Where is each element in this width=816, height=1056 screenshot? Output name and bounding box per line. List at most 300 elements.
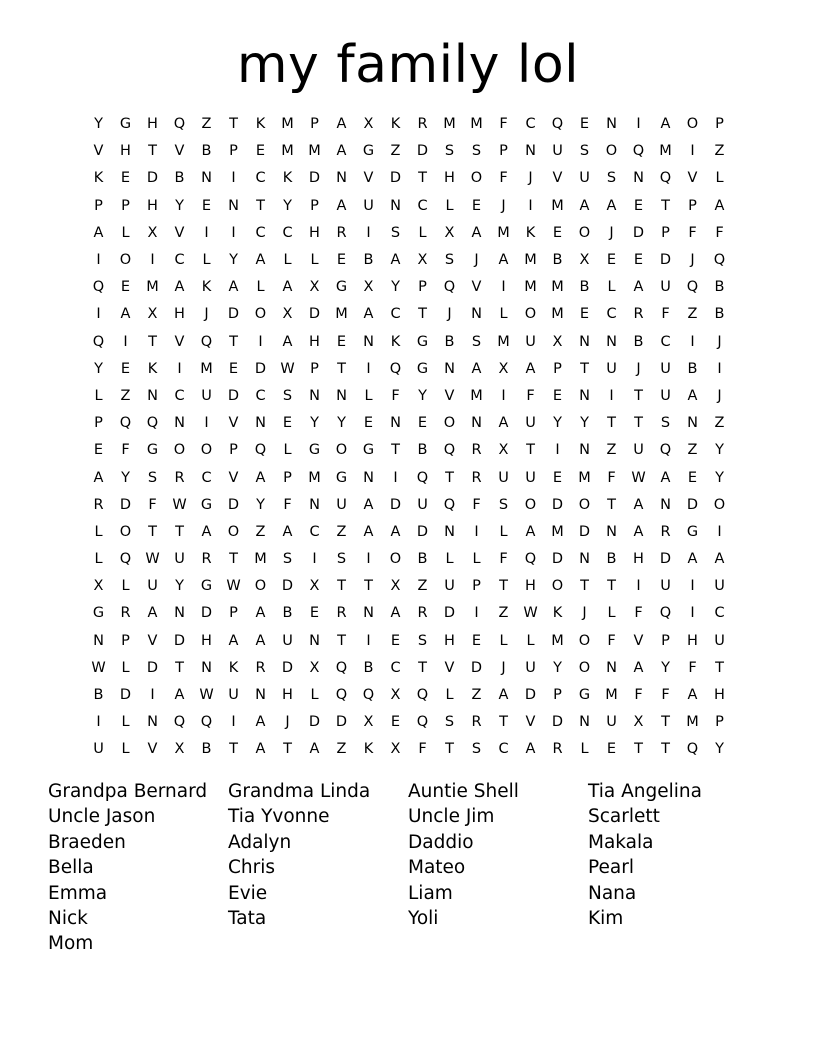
grid-letter: W: [226, 578, 241, 595]
grid-letter: S: [471, 333, 482, 350]
grid-letter: A: [687, 551, 698, 568]
grid-letter: S: [579, 143, 590, 160]
grid-letter: T: [337, 632, 346, 649]
grid-letter: A: [633, 659, 644, 676]
grid-letter: S: [471, 741, 482, 758]
grid-letter: N: [687, 415, 698, 432]
grid-letter: K: [228, 659, 239, 676]
grid-letter: T: [499, 578, 508, 595]
grid-letter: Y: [94, 360, 103, 377]
grid-letter: A: [282, 279, 293, 296]
grid-letter: Q: [173, 116, 186, 133]
grid-letter: D: [551, 551, 564, 568]
grid-letter: C: [606, 306, 617, 323]
grid-letter: N: [660, 496, 671, 513]
grid-letter: Q: [443, 279, 456, 296]
grid-letter: D: [389, 170, 402, 187]
grid-letter: D: [632, 224, 645, 241]
grid-letter: B: [552, 252, 563, 269]
grid-letter: I: [204, 224, 209, 241]
grid-letter: Q: [146, 415, 159, 432]
grid-letter: N: [606, 523, 617, 540]
grid-letter: X: [147, 306, 158, 323]
grid-letter: A: [228, 632, 239, 649]
grid-letter: T: [445, 469, 454, 486]
grid-letter: V: [687, 170, 698, 187]
grid-row: [85, 464, 733, 491]
grid-letter: A: [687, 387, 698, 404]
grid-letter: A: [363, 496, 374, 513]
grid-letter: B: [363, 659, 374, 676]
grid-letter: T: [445, 741, 454, 758]
grid-letter: F: [148, 496, 157, 513]
grid-letter: U: [714, 578, 725, 595]
grid-letter: C: [417, 197, 428, 214]
grid-letter: Y: [175, 578, 184, 595]
grid-letter: Y: [715, 469, 724, 486]
word-list-item: Mom: [48, 933, 94, 955]
grid-letter: T: [418, 170, 427, 187]
grid-letter: M: [254, 551, 267, 568]
grid-letter: U: [525, 659, 536, 676]
grid-letter: R: [471, 714, 482, 731]
grid-letter: A: [255, 469, 266, 486]
grid-letter: R: [660, 523, 671, 540]
grid-letter: Z: [390, 143, 401, 160]
grid-letter: Y: [256, 496, 265, 513]
grid-letter: Q: [119, 551, 132, 568]
grid-letter: X: [309, 279, 320, 296]
grid-letter: Q: [443, 496, 456, 513]
grid-letter: K: [201, 279, 212, 296]
grid-letter: N: [579, 333, 590, 350]
grid-letter: Q: [416, 469, 429, 486]
grid-letter: L: [256, 279, 265, 296]
grid-letter: A: [336, 197, 347, 214]
grid-letter: R: [93, 496, 104, 513]
grid-letter: H: [201, 632, 212, 649]
word-list-item: Braeden: [48, 831, 126, 853]
grid-letter: Q: [92, 279, 105, 296]
grid-letter: D: [308, 306, 321, 323]
grid-letter: S: [336, 551, 347, 568]
grid-letter: G: [146, 442, 159, 459]
grid-letter: A: [471, 360, 482, 377]
grid-letter: C: [309, 523, 320, 540]
grid-letter: E: [552, 224, 563, 241]
grid-letter: V: [444, 659, 455, 676]
grid-letter: T: [391, 442, 400, 459]
grid-letter: N: [390, 197, 401, 214]
grid-letter: I: [690, 578, 695, 595]
grid-letter: L: [499, 306, 508, 323]
grid-letter: T: [634, 415, 643, 432]
grid-letter: I: [96, 252, 101, 269]
grid-letter: T: [229, 116, 238, 133]
grid-letter: C: [660, 333, 671, 350]
grid-letter: V: [147, 632, 158, 649]
grid-letter: T: [418, 659, 427, 676]
grid-letter: M: [443, 116, 456, 133]
grid-letter: D: [335, 714, 348, 731]
grid-letter: X: [93, 578, 104, 595]
grid-letter: P: [310, 360, 319, 377]
word-list-item: Kim: [588, 907, 624, 929]
grid-letter: O: [254, 578, 267, 595]
grid-letter: M: [308, 143, 321, 160]
grid-letter: Z: [687, 306, 698, 323]
grid-row: [85, 329, 733, 356]
grid-letter: U: [660, 279, 671, 296]
grid-letter: B: [93, 687, 104, 704]
grid-letter: O: [443, 415, 456, 432]
grid-letter: U: [579, 170, 590, 187]
grid-letter: L: [364, 387, 373, 404]
grid-letter: P: [310, 197, 319, 214]
grid-letter: U: [552, 143, 563, 160]
grid-letter: D: [551, 714, 564, 731]
grid-letter: D: [119, 496, 132, 513]
grid-letter: W: [172, 496, 187, 513]
grid-letter: Q: [119, 415, 132, 432]
word-list-item: Uncle Jim: [408, 806, 495, 828]
grid-letter: H: [444, 632, 455, 649]
grid-letter: B: [714, 306, 725, 323]
grid-letter: F: [472, 496, 481, 513]
grid-letter: J: [609, 224, 614, 241]
grid-letter: S: [390, 224, 401, 241]
grid-letter: A: [147, 605, 158, 622]
grid-letter: T: [715, 659, 724, 676]
grid-letter: B: [633, 333, 644, 350]
grid-letter: Q: [659, 170, 672, 187]
grid-letter: R: [120, 605, 131, 622]
grid-letter: N: [471, 306, 482, 323]
grid-row: [85, 736, 733, 763]
word-list-item: Tata: [228, 907, 267, 929]
grid-letter: F: [715, 224, 724, 241]
grid-letter: P: [94, 415, 103, 432]
grid-letter: T: [229, 551, 238, 568]
grid-letter: Y: [553, 415, 562, 432]
grid-letter: D: [254, 360, 267, 377]
grid-letter: A: [363, 306, 374, 323]
grid-letter: N: [174, 605, 185, 622]
grid-letter: J: [582, 605, 587, 622]
grid-letter: A: [228, 279, 239, 296]
grid-letter: T: [364, 578, 373, 595]
grid-letter: E: [255, 143, 266, 160]
grid-letter: A: [525, 523, 536, 540]
grid-letter: M: [578, 469, 591, 486]
grid-letter: Z: [120, 387, 131, 404]
grid-letter: E: [120, 360, 131, 377]
grid-letter: T: [148, 333, 157, 350]
grid-letter: R: [174, 469, 185, 486]
grid-row: [85, 301, 733, 328]
grid-letter: N: [363, 605, 374, 622]
grid-letter: N: [309, 387, 320, 404]
grid-letter: P: [94, 197, 103, 214]
grid-letter: M: [146, 279, 159, 296]
grid-letter: I: [636, 116, 641, 133]
grid-letter: L: [94, 523, 103, 540]
grid-letter: F: [634, 605, 643, 622]
grid-letter: I: [717, 360, 722, 377]
grid-letter: I: [258, 333, 263, 350]
grid-letter: A: [606, 197, 617, 214]
grid-letter: C: [174, 387, 185, 404]
grid-letter: N: [633, 170, 644, 187]
grid-letter: E: [687, 469, 698, 486]
grid-letter: B: [201, 741, 212, 758]
grid-letter: Y: [94, 116, 103, 133]
grid-letter: D: [470, 659, 483, 676]
grid-letter: R: [471, 469, 482, 486]
grid-letter: N: [201, 659, 212, 676]
grid-letter: L: [499, 523, 508, 540]
grid-letter: U: [525, 415, 536, 432]
grid-letter: A: [201, 523, 212, 540]
grid-letter: L: [121, 741, 130, 758]
word-list-item: Pearl: [588, 857, 634, 879]
grid-letter: A: [498, 415, 509, 432]
grid-letter: J: [501, 659, 506, 676]
grid-letter: T: [418, 306, 427, 323]
grid-letter: V: [228, 415, 239, 432]
grid-letter: T: [175, 659, 184, 676]
grid-letter: Z: [201, 116, 212, 133]
grid-letter: I: [366, 551, 371, 568]
grid-letter: S: [498, 496, 509, 513]
grid-letter: M: [497, 224, 510, 241]
grid-row: [85, 546, 733, 573]
grid-letter: U: [606, 360, 617, 377]
grid-letter: J: [474, 252, 479, 269]
grid-letter: Y: [229, 252, 238, 269]
grid-letter: A: [255, 741, 266, 758]
grid-letter: F: [661, 306, 670, 323]
grid-letter: C: [390, 659, 401, 676]
grid-letter: V: [228, 469, 239, 486]
grid-letter: G: [362, 143, 375, 160]
grid-letter: K: [363, 741, 374, 758]
grid-letter: M: [551, 306, 564, 323]
grid-letter: N: [255, 687, 266, 704]
grid-letter: I: [393, 469, 398, 486]
grid-letter: D: [389, 496, 402, 513]
grid-letter: F: [283, 496, 292, 513]
grid-letter: G: [362, 442, 375, 459]
word-list-item: Tia Yvonne: [228, 806, 330, 828]
grid-letter: B: [687, 360, 698, 377]
grid-letter: A: [633, 279, 644, 296]
grid-letter: V: [93, 143, 104, 160]
grid-letter: K: [552, 605, 563, 622]
grid-letter: E: [201, 197, 212, 214]
word-list-item: Tia Angelina: [588, 781, 702, 802]
grid-letter: W: [199, 687, 214, 704]
grid-letter: H: [633, 551, 644, 568]
grid-letter: X: [390, 687, 401, 704]
grid-letter: D: [146, 170, 159, 187]
grid-letter: F: [607, 632, 616, 649]
grid-letter: I: [555, 442, 560, 459]
grid-letter: I: [690, 143, 695, 160]
grid-letter: E: [390, 632, 401, 649]
grid-letter: D: [551, 496, 564, 513]
grid-letter: V: [174, 224, 185, 241]
grid-letter: U: [417, 496, 428, 513]
grid-letter: O: [173, 442, 186, 459]
grid-letter: M: [524, 279, 537, 296]
grid-letter: L: [94, 387, 103, 404]
grid-letter: S: [606, 170, 617, 187]
grid-letter: G: [416, 360, 429, 377]
grid-letter: D: [227, 387, 240, 404]
grid-letter: V: [363, 170, 374, 187]
grid-letter: F: [526, 387, 535, 404]
grid-letter: A: [174, 687, 185, 704]
grid-letter: D: [416, 143, 429, 160]
grid-letter: U: [498, 469, 509, 486]
grid-letter: D: [524, 687, 537, 704]
grid-letter: F: [499, 170, 508, 187]
grid-letter: Q: [416, 714, 429, 731]
grid-letter: M: [551, 197, 564, 214]
grid-letter: X: [174, 741, 185, 758]
grid-letter: I: [204, 415, 209, 432]
grid-letter: J: [717, 387, 722, 404]
grid-letter: E: [120, 170, 131, 187]
grid-letter: E: [579, 116, 590, 133]
grid-letter: J: [447, 306, 452, 323]
grid-letter: S: [444, 714, 455, 731]
grid-letter: I: [609, 387, 614, 404]
word-list-item: Chris: [228, 857, 276, 879]
grid-letter: A: [633, 523, 644, 540]
grid-letter: O: [578, 632, 591, 649]
grid-letter: F: [688, 224, 697, 241]
grid-letter: Q: [335, 687, 348, 704]
grid-letter: E: [552, 469, 563, 486]
grid-letter: L: [283, 442, 292, 459]
grid-letter: L: [472, 551, 481, 568]
grid-letter: V: [552, 170, 563, 187]
grid-letter: N: [390, 415, 401, 432]
grid-letter: S: [444, 143, 455, 160]
grid-letter: Q: [416, 687, 429, 704]
grid-letter: U: [147, 578, 158, 595]
grid-letter: D: [227, 496, 240, 513]
grid-letter: O: [254, 306, 267, 323]
grid-letter: U: [660, 578, 671, 595]
grid-letter: N: [336, 170, 347, 187]
grid-letter: B: [444, 333, 455, 350]
grid-letter: R: [417, 605, 428, 622]
grid-letter: N: [336, 387, 347, 404]
grid-letter: P: [418, 279, 427, 296]
grid-letter: M: [308, 469, 321, 486]
grid-letter: Q: [254, 442, 267, 459]
grid-letter: A: [660, 116, 671, 133]
grid-letter: H: [309, 224, 320, 241]
grid-row: [85, 220, 733, 247]
grid-letter: X: [309, 659, 320, 676]
grid-letter: U: [633, 442, 644, 459]
grid-letter: Q: [200, 333, 213, 350]
grid-letter: X: [498, 360, 509, 377]
grid-letter: P: [121, 632, 130, 649]
grid-letter: O: [578, 659, 591, 676]
grid-letter: O: [524, 496, 537, 513]
grid-letter: I: [231, 714, 236, 731]
grid-letter: M: [551, 632, 564, 649]
grid-letter: S: [660, 415, 671, 432]
grid-letter: P: [229, 442, 238, 459]
grid-letter: L: [445, 687, 454, 704]
grid-letter: Z: [498, 605, 509, 622]
grid-letter: G: [335, 279, 348, 296]
grid-letter: E: [363, 415, 374, 432]
grid-letter: A: [282, 523, 293, 540]
letter-grid: [85, 111, 733, 764]
grid-letter: X: [552, 333, 563, 350]
grid-row: [85, 383, 733, 410]
grid-letter: H: [147, 197, 158, 214]
grid-letter: E: [228, 360, 239, 377]
grid-letter: G: [578, 687, 591, 704]
grid-letter: K: [525, 224, 536, 241]
grid-letter: H: [444, 170, 455, 187]
grid-letter: N: [363, 469, 374, 486]
grid-letter: F: [499, 116, 508, 133]
grid-letter: X: [147, 224, 158, 241]
grid-letter: N: [174, 415, 185, 432]
grid-letter: N: [444, 360, 455, 377]
grid-letter: D: [173, 632, 186, 649]
grid-letter: S: [282, 551, 293, 568]
grid-letter: U: [174, 551, 185, 568]
grid-row: [85, 138, 733, 165]
grid-letter: P: [553, 360, 562, 377]
grid-letter: E: [579, 306, 590, 323]
grid-row: [85, 600, 733, 627]
grid-letter: C: [498, 741, 509, 758]
grid-letter: J: [501, 197, 506, 214]
grid-letter: D: [659, 551, 672, 568]
grid-letter: I: [123, 333, 128, 350]
grid-letter: Y: [661, 659, 670, 676]
grid-row: [85, 247, 733, 274]
grid-letter: Q: [551, 116, 564, 133]
grid-letter: P: [472, 578, 481, 595]
grid-letter: F: [418, 741, 427, 758]
grid-letter: I: [501, 279, 506, 296]
grid-letter: Q: [524, 551, 537, 568]
grid-letter: R: [471, 442, 482, 459]
grid-letter: I: [150, 252, 155, 269]
grid-letter: N: [147, 387, 158, 404]
grid-letter: R: [336, 605, 347, 622]
grid-letter: V: [174, 333, 185, 350]
grid-letter: S: [417, 632, 428, 649]
grid-letter: I: [528, 197, 533, 214]
grid-letter: U: [201, 387, 212, 404]
grid-letter: K: [147, 360, 158, 377]
grid-letter: B: [282, 605, 293, 622]
word-list-item: Grandma Linda: [228, 781, 371, 802]
